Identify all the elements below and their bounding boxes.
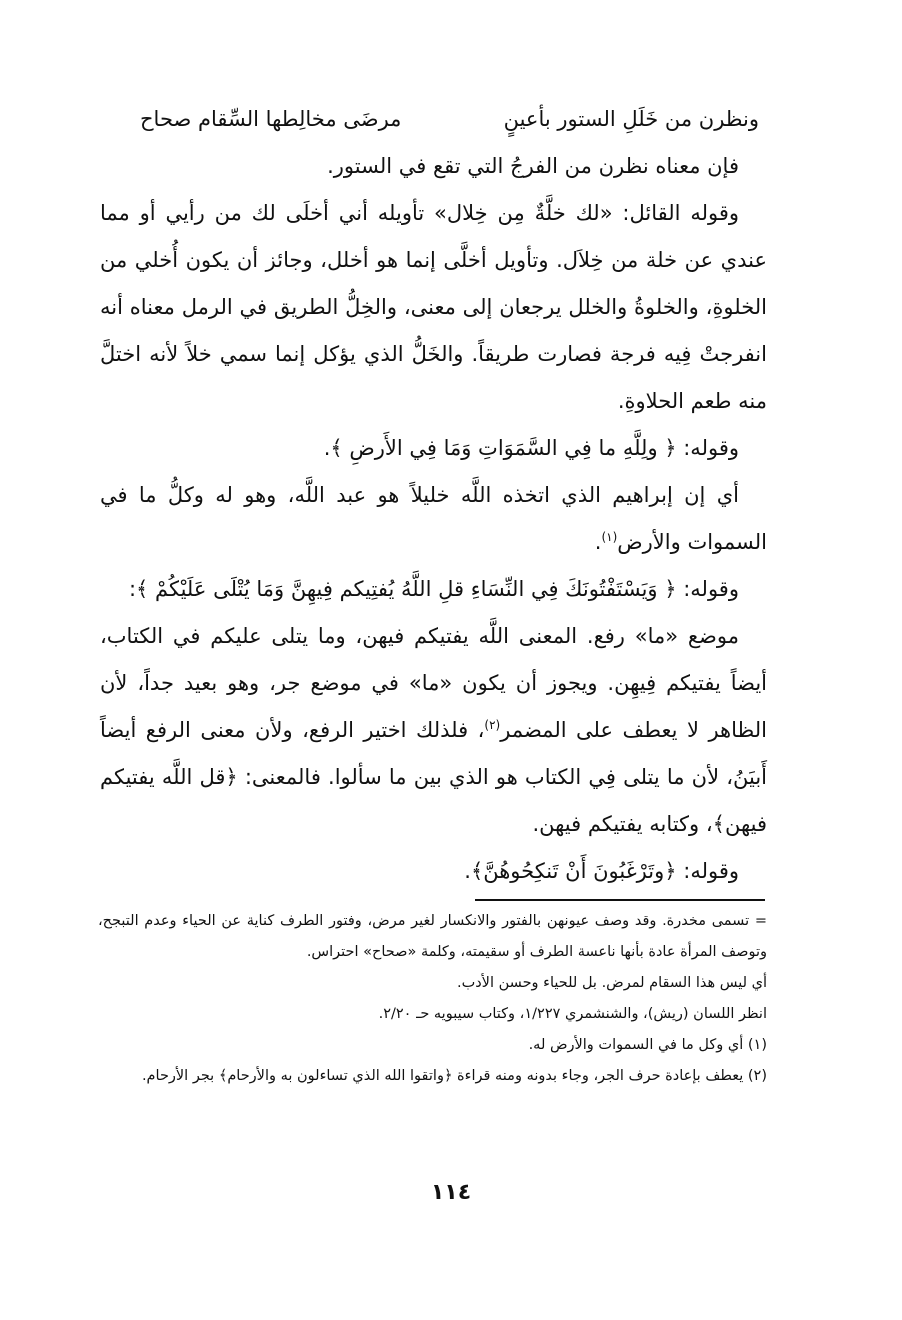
paragraph-mawdi — [100, 613, 767, 848]
paragraph-ibrahim — [100, 472, 767, 566]
footnotes — [98, 906, 767, 1092]
footnote-ref-2: (٢) — [484, 718, 501, 732]
paragraph-ibrahim-end: . — [594, 530, 602, 554]
paragraph-mawdi-cont: ، فلذلك اختير الرفع، ولأن معنى الرفع أيضاً أَبيَنُ، لأن ما يتلى فِي الكتاب هو الذي بين ما سألوا. فالمعنى: ﴿قل اللَّه يفتيكم فيهن﴾، وكتابه يفتيكم فيهن. — [100, 718, 767, 836]
paragraph-khalla: وقوله القائل: «لك خلَّةٌ مِن خِلال» تأويله أني أخلَى لك من رأيي أو مما عندي عن خلة من خِلاَل. وتأويل أخلَّى إنما هو أخلل، وجائز أن يكون أُخلي من الخلوةِ، والخلوةُ والخلل يرجعان إلى معنى، والخِلُّ الطريق في الرمل معناه أنه انفرجتْ فِيه فرجة فصارت طريقاً. والخَلُّ الذي يؤكل إنما سمي خلاً لأنه اختلَّ منه طعم الحلاوةِ. — [100, 201, 767, 413]
poem-hemistich-1: ونظرن من خَلَلِ الستور بأعينٍ — [503, 107, 759, 131]
paragraph-ibrahim-text: أي إن إبراهيم الذي اتخذه اللَّه خليلاً هو عبد اللَّه، وهو له وكلُّ ما في السموات والأرض — [100, 483, 767, 554]
paragraph-verse-yastaftunak: وقوله: ﴿ وَيَسْتَفْتُونَكَ فِي النِّسَاءِ قلِ اللَّهُ يُفتِيكم فِيهِنَّ وَمَا يُتْلَى عَلَيْكُمْ ﴾: — [128, 577, 739, 601]
footnote-continued-3: انظر اللسان (ريش)، والشنشمري ١/٢٢٧، وكتاب سيبويه حـ ٢/٢٠. — [378, 1006, 767, 1022]
paragraph-mawdi-text: موضع «ما» رفع. المعنى اللَّه يفتيكم فيهن، وما يتلى عليكم في الكتاب، أيضاً يفتيكم فِيهِن. ويجوز أن يكون «ما» في موضع جر، وهو بعيد جداً، لأن الظاهر لا يعطف على المضمر — [100, 624, 767, 742]
main-text — [100, 96, 767, 895]
footnote-ref-1: (١) — [601, 530, 618, 544]
paragraph-explanation: فإن معناه نظرن من الفرجُ التي تقع في الستور. — [327, 154, 739, 178]
footnote-2: (٢) يعطف بإعادة حرف الجر، وجاء بدونه ومنه قراءة ﴿واتقوا الله الذي تساءلون به والأرحام﴾ بجر الأرحام. — [141, 1068, 767, 1084]
footnote-continued-1: = تسمى مخدرة. وقد وصف عيونهن بالفتور والانكسار لغير مرض، وفتور الطرف كناية عن الحياء وعدم التبجح، وتوصف المرأة عادة بأنها ناعسة الطرف أو سقيمته، وكلمة «صحاح» احتراس. — [98, 913, 767, 960]
footnote-divider — [475, 899, 765, 901]
poem-hemistich-2: مرضَى مخالِطها السِّقام صحاح — [140, 107, 402, 131]
poem-verse — [100, 96, 767, 143]
footnote-continued-2: أي ليس هذا السقام لمرض. بل للحياء وحسن الأدب. — [456, 975, 767, 991]
footnote-1: (١) أي وكل ما في السموات والأرض له. — [528, 1037, 767, 1053]
page-number: ١١٤ — [430, 1180, 472, 1205]
paragraph-verse-lillah: وقوله: ﴿ ولِلَّهِ ما فِي السَّمَوَاتِ وَمَا فِي الأَرضِ ﴾. — [323, 436, 739, 460]
paragraph-verse-targhabun: وقوله: ﴿وتَرْغَبُونَ أَنْ تَنكِحُوهُنَّ﴾. — [464, 859, 739, 883]
